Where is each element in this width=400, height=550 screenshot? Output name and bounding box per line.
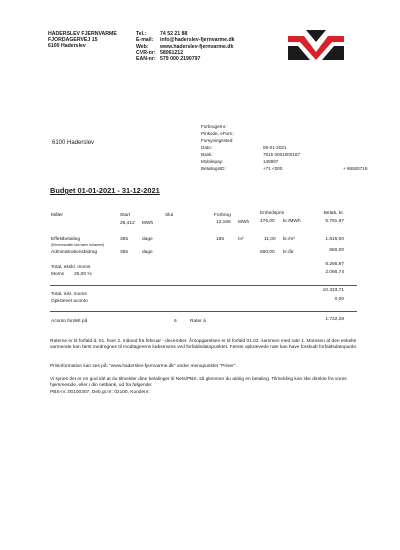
company-city: 6100 Haderslev bbox=[48, 43, 86, 49]
effekt-note: (Erhvervsmaler kan være reduceret) bbox=[51, 243, 104, 247]
meter-beloeb: 5.791,97 bbox=[325, 219, 344, 224]
effekt-unit: dage bbox=[142, 237, 153, 242]
col-beloeb: Beløb, kr. bbox=[323, 211, 344, 216]
effekt-pris-unit: kr./m² bbox=[283, 237, 295, 242]
meta-pinkode: Pinkode, eFors.: bbox=[201, 131, 235, 136]
admin-beloeb: 660,00 bbox=[329, 248, 344, 253]
admin-qty: 365 bbox=[120, 250, 129, 255]
contact-ean: EAN-nr: 579 000 2190797 bbox=[136, 56, 201, 63]
note-pbs-signup: Vi synes det er en god idé at du tilmelder dine betalinger til Nets/PBS, så glemmer du aldrig en betaling. Tilmelding kan ske direkte fra vores hjemmeside, eller i din netbank, ud fra følgende: bbox=[50, 377, 347, 389]
meta-bank: Bank: 7915 0001000167 bbox=[201, 152, 301, 157]
meter-forbrug-value: 12,168 bbox=[216, 220, 231, 225]
meter-pris: 476,00 bbox=[260, 219, 275, 224]
moms-rate: 25,00 % bbox=[74, 272, 92, 277]
note-payment-terms: Raterne er til forfald d. 01. hver 2. måned fra februar - december. Årsopgørelsen er til forfald 01.02. sammen med rate 1. Momsen af den enkelte varmerate kan først medregnes til modtagerens købsmoms ved forfaldsdatopunktet. Første opkrævede rate kan have forskudt forfaldsdatopunkt. bbox=[50, 339, 358, 351]
contact-block bbox=[136, 31, 235, 62]
haderslev-fjernvarme-logo-icon bbox=[286, 28, 348, 62]
moms-label: Moms bbox=[51, 272, 65, 277]
recipient-city: 6100 Haderslev bbox=[52, 140, 95, 146]
meter-start-value: 28,412 bbox=[120, 221, 135, 226]
aconto-count: 6 bbox=[174, 319, 177, 324]
contact-web: Web: www.haderslev-fjernvarme.dk bbox=[136, 43, 234, 50]
admin-label: Administrationsbidrag bbox=[51, 250, 98, 255]
meter-forbrug-unit: MWh bbox=[238, 220, 250, 225]
col-slut: Slut bbox=[165, 213, 174, 218]
admin-pris: 660,00 bbox=[260, 250, 275, 255]
admin-unit: dage bbox=[142, 250, 153, 255]
meta-dato: Dato: 06-01-2021 bbox=[201, 145, 287, 150]
budget-title: Budget 01-01-2021 - 31-12-2021 bbox=[50, 186, 160, 195]
effekt-beloeb: 1.815,00 bbox=[325, 237, 344, 242]
effekt-pris: 11,00 bbox=[264, 237, 276, 242]
note-price-info: Prisinformation kan ses på: "www.haderslev-fjernvarme.dk" under menupunktet "Priser". bbox=[50, 364, 237, 369]
effekt-forbrug-unit: m² bbox=[238, 237, 244, 242]
divider-top bbox=[50, 285, 357, 286]
aconto-unit: Rater á bbox=[190, 319, 206, 324]
divider-bottom bbox=[50, 311, 357, 312]
meter-pris-unit: kr./MWh bbox=[283, 219, 301, 224]
company-name: HADERSLEV FJERNVARME bbox=[48, 31, 117, 37]
aconto-label: Aconto fordelt på bbox=[51, 319, 88, 324]
invoice-meta bbox=[201, 123, 367, 172]
effekt-label: Effektbetaling bbox=[51, 237, 80, 242]
meter-start-unit: MWh bbox=[142, 221, 154, 226]
note-pbs-numbers: PBS-nr.:00100307, Deb.gr.nr: 02100, Kundenr: bbox=[50, 390, 150, 395]
meta-mobilepay: Mobilepay: 148997 bbox=[201, 159, 279, 164]
total-excl-label: Total, ekskl. moms bbox=[51, 265, 91, 270]
col-maaler: Måler bbox=[51, 213, 63, 218]
opkraevet-label: Opkrævet aconto bbox=[51, 299, 88, 304]
total-excl-value: 8.266,97 bbox=[325, 262, 344, 267]
col-forbrug: Forbrug bbox=[214, 213, 231, 218]
effekt-qty: 365 bbox=[120, 237, 129, 242]
aconto-value: 1.722,28 bbox=[325, 317, 344, 322]
total-incl-value: 10.333,71 bbox=[322, 288, 344, 293]
contact-email: E-mail: info@haderslev-fjernvarme.dk bbox=[136, 37, 235, 44]
contact-tel: Tel.: 74 52 21 88 bbox=[136, 31, 188, 37]
total-incl-label: Total, inkl. moms bbox=[51, 292, 87, 297]
meta-forbrugernr: Forbrugernr.: bbox=[201, 124, 228, 129]
col-start: Start bbox=[120, 213, 131, 218]
moms-value: 2.066,74 bbox=[325, 270, 344, 275]
meta-betalingsid: BetalingsID: +71 <000 + 86920719 bbox=[201, 166, 368, 171]
col-enhedspris: Enhedspris bbox=[260, 211, 284, 216]
opkraevet-value: 0,00 bbox=[334, 297, 344, 302]
admin-pris-unit: kr./år bbox=[283, 250, 294, 255]
contact-cvr: CVR-nr: 58061212 bbox=[136, 49, 184, 56]
meta-forsyningssted: Forsyningssted: bbox=[201, 138, 234, 143]
company-street: FJORDAGERVEJ 15 bbox=[48, 37, 98, 43]
effekt-forbrug: 165 bbox=[216, 237, 225, 242]
